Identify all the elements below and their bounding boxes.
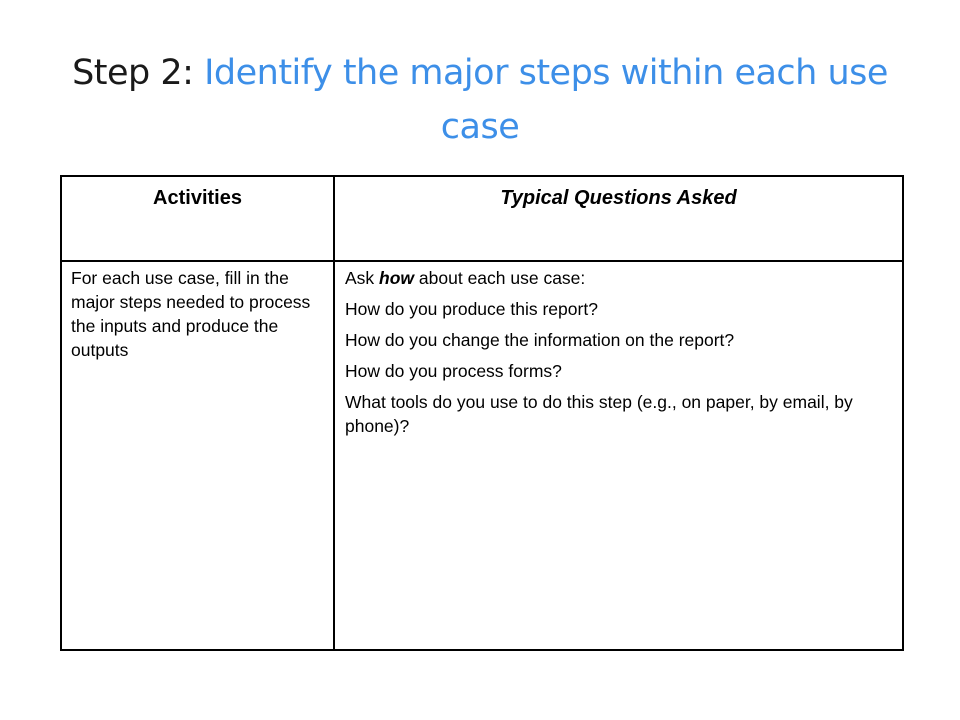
slide-title bbox=[60, 46, 900, 154]
steps-table bbox=[60, 175, 904, 651]
header-activities: Activities bbox=[61, 176, 334, 261]
header-row bbox=[61, 176, 903, 261]
questions-cell bbox=[334, 261, 903, 650]
intro-emphasis: how bbox=[379, 268, 415, 288]
question-item: What tools do you use to do this step (e.g., on paper, by email, by phone)? bbox=[345, 392, 853, 436]
header-questions: Typical Questions Asked bbox=[334, 176, 903, 261]
activities-cell: For each use case, fill in the major steps needed to process the inputs and produce the outputs bbox=[61, 261, 334, 650]
title-main: Identify the major steps within each use case bbox=[204, 53, 888, 147]
questions-intro bbox=[345, 266, 894, 290]
question-item: How do you produce this report? bbox=[345, 299, 598, 319]
question-item: How do you change the information on the report? bbox=[345, 330, 735, 350]
intro-before: Ask bbox=[345, 268, 380, 288]
table-row bbox=[61, 261, 903, 650]
question-item: How do you process forms? bbox=[345, 361, 562, 381]
title-prefix: Step 2: bbox=[72, 53, 205, 93]
intro-after: about each use case: bbox=[414, 268, 586, 288]
